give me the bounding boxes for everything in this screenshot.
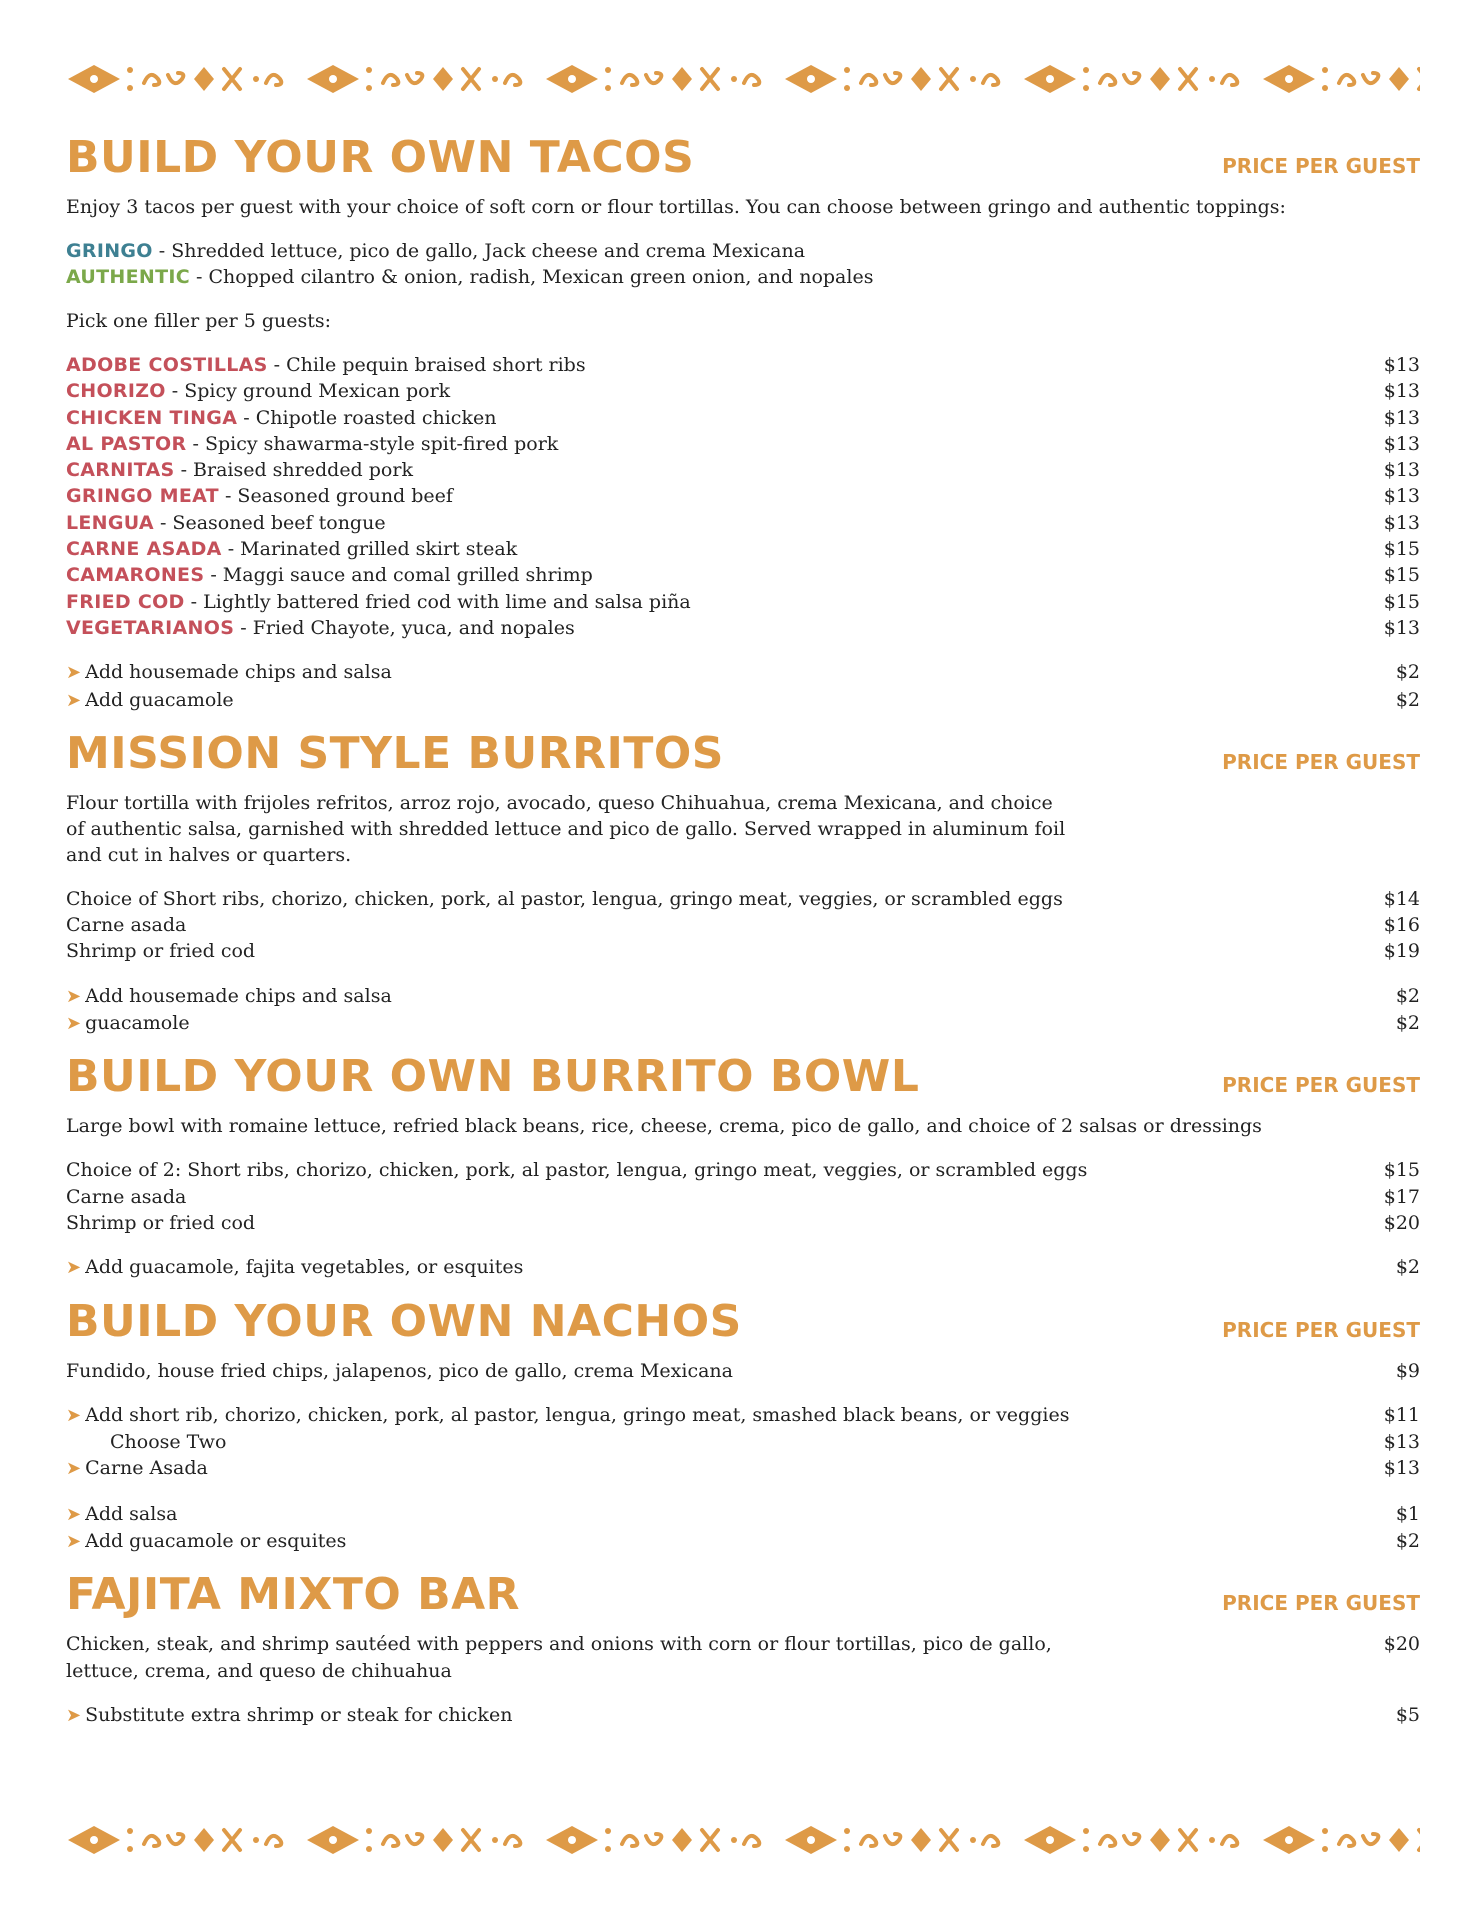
dot-motif bbox=[844, 1846, 850, 1852]
topping-text: - Shredded lettuce, pico de gallo, Jack cheese and crema Mexicana bbox=[152, 240, 806, 262]
dot-motif bbox=[1322, 67, 1328, 73]
cross-motif bbox=[1419, 69, 1420, 89]
menu-item bbox=[66, 562, 1420, 588]
cross-motif bbox=[463, 69, 479, 89]
section-intro bbox=[66, 790, 1420, 868]
option-row bbox=[66, 1184, 1420, 1210]
swirl-motif bbox=[622, 75, 637, 85]
section-fajita bbox=[66, 1569, 1420, 1729]
option-row bbox=[66, 1455, 1420, 1482]
dot-motif bbox=[1322, 1846, 1328, 1852]
small-diamond-motif bbox=[1150, 1828, 1170, 1852]
addon-text: Substitute extra shrimp or steak for chicken bbox=[85, 1703, 513, 1726]
dot-motif bbox=[605, 1828, 611, 1834]
item-desc: - Seasoned beef tongue bbox=[153, 511, 386, 534]
item-price: $13 bbox=[1383, 511, 1420, 534]
option-row bbox=[66, 886, 1420, 912]
small-diamond-motif bbox=[672, 67, 692, 91]
decorative-border-bottom bbox=[64, 1822, 1420, 1858]
menu-item bbox=[66, 378, 1420, 404]
dot-motif bbox=[253, 76, 259, 82]
arrow-icon: ➤ bbox=[66, 985, 82, 1007]
addon-price: $2 bbox=[1395, 1530, 1420, 1553]
section-title: BUILD YOUR OWN TACOS bbox=[66, 132, 695, 183]
option-price: $11 bbox=[1383, 1403, 1420, 1426]
option-price: $13 bbox=[1383, 1457, 1420, 1480]
addon-row bbox=[66, 1254, 1420, 1281]
swirl-motif bbox=[1100, 1836, 1115, 1846]
menu-content bbox=[66, 132, 1420, 1729]
option-row bbox=[66, 1429, 1420, 1455]
item-name: CARNE ASADA bbox=[66, 538, 222, 561]
dot-motif bbox=[970, 76, 976, 82]
swirl-motif bbox=[646, 73, 661, 83]
burrito-options bbox=[66, 886, 1420, 965]
swirl-motif bbox=[1339, 1836, 1354, 1846]
toppings-list bbox=[66, 238, 1420, 290]
item-price: $13 bbox=[1383, 459, 1420, 482]
option-row bbox=[66, 938, 1420, 964]
topping-authentic bbox=[66, 264, 1420, 290]
bowl-options bbox=[66, 1157, 1420, 1236]
arrow-icon: ➤ bbox=[66, 1503, 82, 1525]
swirl-motif bbox=[1124, 73, 1139, 83]
menu-item bbox=[66, 510, 1420, 536]
item-name: VEGETARIANOS bbox=[66, 616, 235, 639]
swirl-motif bbox=[1363, 1834, 1378, 1844]
swirl-motif bbox=[983, 1836, 998, 1846]
cross-motif bbox=[224, 1830, 240, 1850]
price-per-guest-label: PRICE PER GUEST bbox=[1222, 154, 1420, 178]
addon-price: $5 bbox=[1395, 1703, 1420, 1726]
swirl-motif bbox=[407, 73, 422, 83]
price-per-guest-label: PRICE PER GUEST bbox=[1222, 1073, 1420, 1098]
dot-motif bbox=[1322, 85, 1328, 91]
diamond-dot bbox=[1285, 1836, 1293, 1844]
option-row bbox=[66, 1157, 1420, 1183]
addon-text: Add housemade chips and salsa bbox=[85, 984, 392, 1007]
fajita-addons bbox=[66, 1702, 1420, 1729]
section-title: MISSION STYLE BURRITOS bbox=[66, 727, 724, 779]
intro-line: Flour tortilla with frijoles refritos, arroz rojo, avocado, queso Chihuahua, crema Mexicana, and choice bbox=[66, 791, 1053, 814]
menu-item bbox=[66, 536, 1420, 562]
addon-text: Add salsa bbox=[85, 1502, 178, 1525]
swirl-motif bbox=[1222, 1836, 1237, 1846]
option-text: Carne asada bbox=[66, 914, 187, 937]
dot-motif bbox=[366, 1846, 372, 1852]
section-burritos bbox=[66, 728, 1420, 1037]
addon-row bbox=[66, 1528, 1420, 1555]
addon-price: $2 bbox=[1395, 661, 1420, 684]
nachos-options bbox=[66, 1402, 1420, 1483]
arrow-icon: ➤ bbox=[66, 1257, 82, 1279]
filler-note: Pick one filler per 5 guests: bbox=[66, 310, 332, 332]
dot-motif bbox=[605, 85, 611, 91]
swirl-motif bbox=[622, 1836, 637, 1846]
dot-motif bbox=[127, 1828, 133, 1834]
dot-motif bbox=[731, 1837, 737, 1843]
item-desc: - Fried Chayote, yuca, and nopales bbox=[234, 616, 575, 639]
fajita-desc-line: Chicken, steak, and shrimp sautéed with peppers and onions with corn or flour tortillas, pico de gallo, bbox=[66, 1633, 1052, 1656]
cross-motif bbox=[941, 69, 957, 89]
addon-row bbox=[66, 983, 1420, 1010]
fajita-desc-row bbox=[66, 1631, 1420, 1657]
addon-row bbox=[66, 687, 1420, 714]
swirl-motif bbox=[407, 1834, 422, 1844]
price-per-guest-label: PRICE PER GUEST bbox=[1222, 1317, 1420, 1342]
dot-motif bbox=[127, 85, 133, 91]
item-name: CAMARONES bbox=[66, 564, 205, 587]
item-price: $15 bbox=[1383, 538, 1420, 561]
menu-item bbox=[66, 615, 1420, 641]
option-price: $15 bbox=[1383, 1159, 1420, 1182]
small-diamond-motif bbox=[194, 67, 214, 91]
option-price: $20 bbox=[1383, 1211, 1420, 1234]
diamond-dot bbox=[329, 75, 337, 83]
menu-item bbox=[66, 457, 1420, 483]
dot-motif bbox=[253, 1837, 259, 1843]
item-name: CHORIZO bbox=[66, 380, 166, 403]
dot-motif bbox=[1083, 1846, 1089, 1852]
swirl-motif bbox=[383, 75, 398, 85]
diamond-dot bbox=[568, 1836, 576, 1844]
section-intro: Large bowl with romaine lettuce, refried black beans, rice, cheese, crema, pico de gallo, and choice of 2 salsas or dressings bbox=[66, 1115, 1262, 1138]
addon-row bbox=[66, 1702, 1420, 1729]
topping-label: GRINGO bbox=[66, 240, 153, 262]
topping-label: AUTHENTIC bbox=[66, 266, 190, 288]
addon-price: $2 bbox=[1395, 1012, 1420, 1035]
item-name: LENGUA bbox=[66, 511, 154, 534]
item-desc: - Lightly battered fried cod with lime and salsa piña bbox=[184, 590, 691, 613]
item-price: $13 bbox=[1383, 616, 1420, 639]
addon-text: Add guacamole or esquites bbox=[85, 1530, 347, 1553]
addon-text: Add housemade chips and salsa bbox=[85, 661, 392, 684]
dot-motif bbox=[844, 1828, 850, 1834]
item-price: $15 bbox=[1383, 564, 1420, 587]
intro-line: of authentic salsa, garnished with shredded lettuce and pico de gallo. Served wrapped in aluminum foil bbox=[66, 817, 1066, 840]
addon-price: $1 bbox=[1395, 1502, 1420, 1525]
small-diamond-motif bbox=[433, 1828, 453, 1852]
section-title: FAJITA MIXTO BAR bbox=[66, 1569, 521, 1621]
arrow-icon: ➤ bbox=[66, 1531, 82, 1553]
dot-motif bbox=[844, 67, 850, 73]
option-row bbox=[66, 912, 1420, 938]
taco-items-list bbox=[66, 352, 1420, 641]
price-per-guest-label: PRICE PER GUEST bbox=[1222, 1591, 1420, 1616]
dot-motif bbox=[366, 85, 372, 91]
option-text: Shrimp or fried cod bbox=[66, 940, 256, 963]
addon-text: guacamole bbox=[85, 1012, 190, 1035]
arrow-icon: ➤ bbox=[66, 1704, 82, 1726]
addon-row bbox=[66, 659, 1420, 686]
item-price: $13 bbox=[1383, 406, 1420, 429]
nachos-addons bbox=[66, 1501, 1420, 1556]
item-desc: - Chipotle roasted chicken bbox=[237, 406, 497, 429]
arrow-icon: ➤ bbox=[66, 662, 82, 684]
menu-item bbox=[66, 431, 1420, 457]
option-text: Carne asada bbox=[66, 1185, 187, 1208]
small-diamond-motif bbox=[194, 1828, 214, 1852]
cross-motif bbox=[1180, 69, 1196, 89]
item-price: $13 bbox=[1383, 485, 1420, 508]
diamond-dot bbox=[568, 75, 576, 83]
swirl-motif bbox=[266, 75, 281, 85]
addon-price: $2 bbox=[1395, 1256, 1420, 1279]
menu-item bbox=[66, 589, 1420, 615]
diamond-dot bbox=[1285, 75, 1293, 83]
option-price: $14 bbox=[1383, 887, 1420, 910]
swirl-motif bbox=[646, 1834, 661, 1844]
dot-motif bbox=[366, 1828, 372, 1834]
swirl-motif bbox=[505, 75, 520, 85]
topping-text: - Chopped cilantro & onion, radish, Mexican green onion, and nopales bbox=[189, 266, 874, 288]
option-text: Shrimp or fried cod bbox=[66, 1211, 256, 1234]
option-text: Add short rib, chorizo, chicken, pork, al pastor, lengua, gringo meat, smashed black beans, or veggies bbox=[85, 1403, 1070, 1426]
option-row bbox=[66, 1402, 1420, 1429]
swirl-motif bbox=[885, 73, 900, 83]
dot-motif bbox=[1083, 85, 1089, 91]
diamond-dot bbox=[807, 75, 815, 83]
dot-motif bbox=[1209, 76, 1215, 82]
price-per-guest-label: PRICE PER GUEST bbox=[1222, 749, 1420, 774]
fajita-price: $20 bbox=[1383, 1633, 1420, 1656]
dot-motif bbox=[1083, 67, 1089, 73]
decorative-border-top bbox=[64, 61, 1420, 97]
option-text: Choice of Short ribs, chorizo, chicken, pork, al pastor, lengua, gringo meat, veggies, or scrambled eggs bbox=[66, 887, 1063, 910]
dot-motif bbox=[127, 67, 133, 73]
swirl-motif bbox=[1124, 1834, 1139, 1844]
cross-motif bbox=[702, 69, 718, 89]
swirl-motif bbox=[744, 75, 759, 85]
section-nachos bbox=[66, 1296, 1420, 1556]
section-tacos bbox=[66, 132, 1420, 714]
item-desc: - Braised shredded pork bbox=[174, 459, 413, 482]
item-price: $13 bbox=[1383, 380, 1420, 403]
cross-motif bbox=[941, 1830, 957, 1850]
diamond-dot bbox=[807, 1836, 815, 1844]
small-diamond-motif bbox=[433, 67, 453, 91]
item-price: $13 bbox=[1383, 432, 1420, 455]
option-text: Choose Two bbox=[110, 1431, 227, 1454]
diamond-dot bbox=[90, 75, 98, 83]
burrito-addons bbox=[66, 983, 1420, 1038]
swirl-motif bbox=[861, 1836, 876, 1846]
small-diamond-motif bbox=[911, 1828, 931, 1852]
dot-motif bbox=[127, 1846, 133, 1852]
diamond-dot bbox=[1046, 75, 1054, 83]
intro-line: and cut in halves or quarters. bbox=[66, 843, 352, 866]
option-row bbox=[66, 1210, 1420, 1236]
swirl-motif bbox=[144, 75, 159, 85]
swirl-motif bbox=[885, 1834, 900, 1844]
dot-motif bbox=[366, 67, 372, 73]
dot-motif bbox=[844, 85, 850, 91]
item-desc: - Chile pequin braised short ribs bbox=[267, 354, 586, 376]
item-price: $15 bbox=[1383, 590, 1420, 613]
section-title: BUILD YOUR OWN NACHOS bbox=[66, 1295, 742, 1347]
addon-price: $2 bbox=[1395, 984, 1420, 1007]
small-diamond-motif bbox=[672, 1828, 692, 1852]
swirl-motif bbox=[744, 1836, 759, 1846]
arrow-icon: ➤ bbox=[66, 1404, 82, 1426]
base-price: $9 bbox=[1395, 1359, 1420, 1382]
arrow-icon: ➤ bbox=[66, 1458, 82, 1480]
item-name: FRIED COD bbox=[66, 590, 185, 613]
small-diamond-motif bbox=[1389, 67, 1409, 91]
item-name: CARNITAS bbox=[66, 459, 175, 482]
cross-motif bbox=[1419, 1830, 1420, 1850]
swirl-motif bbox=[266, 1836, 281, 1846]
swirl-motif bbox=[1339, 75, 1354, 85]
addon-text: Add guacamole bbox=[85, 688, 234, 711]
dot-motif bbox=[1083, 1828, 1089, 1834]
swirl-motif bbox=[861, 75, 876, 85]
item-name: ADOBE COSTILLAS bbox=[66, 354, 268, 376]
menu-item bbox=[66, 352, 1420, 378]
taco-addons bbox=[66, 659, 1420, 714]
dot-motif bbox=[970, 1837, 976, 1843]
swirl-motif bbox=[144, 1836, 159, 1846]
swirl-motif bbox=[1100, 75, 1115, 85]
addon-row bbox=[66, 1501, 1420, 1528]
swirl-motif bbox=[1363, 73, 1378, 83]
dot-motif bbox=[1209, 1837, 1215, 1843]
swirl-motif bbox=[168, 1834, 183, 1844]
item-desc: - Maggi sauce and comal grilled shrimp bbox=[204, 564, 593, 587]
small-diamond-motif bbox=[911, 67, 931, 91]
diamond-dot bbox=[1046, 1836, 1054, 1844]
addon-row bbox=[66, 1010, 1420, 1037]
item-desc: - Seasoned ground beef bbox=[218, 485, 453, 508]
swirl-motif bbox=[983, 75, 998, 85]
section-intro: Enjoy 3 tacos per guest with your choice of soft corn or flour tortillas. You can choose between gringo and authentic toppings: bbox=[66, 196, 1286, 218]
addon-text: Add guacamole, fajita vegetables, or esquites bbox=[85, 1256, 524, 1279]
item-desc: - Marinated grilled skirt steak bbox=[221, 538, 518, 561]
nachos-base-row bbox=[66, 1358, 1420, 1384]
cross-motif bbox=[702, 1830, 718, 1850]
swirl-motif bbox=[505, 1836, 520, 1846]
menu-item bbox=[66, 483, 1420, 509]
section-burrito-bowl bbox=[66, 1051, 1420, 1281]
diamond-dot bbox=[329, 1836, 337, 1844]
arrow-icon: ➤ bbox=[66, 1013, 82, 1035]
item-price: $13 bbox=[1383, 354, 1420, 376]
addon-price: $2 bbox=[1395, 688, 1420, 711]
dot-motif bbox=[492, 76, 498, 82]
cross-motif bbox=[463, 1830, 479, 1850]
arrow-icon: ➤ bbox=[66, 689, 82, 711]
section-title: BUILD YOUR OWN BURRITO BOWL bbox=[66, 1051, 920, 1103]
item-desc: - Spicy shawarma-style spit-fired pork bbox=[186, 432, 559, 455]
cross-motif bbox=[224, 69, 240, 89]
fajita-desc-line: lettuce, crema, and queso de chihuahua bbox=[66, 1659, 452, 1682]
option-text: Carne Asada bbox=[85, 1457, 208, 1480]
dot-motif bbox=[605, 67, 611, 73]
dot-motif bbox=[1322, 1828, 1328, 1834]
item-name: CHICKEN TINGA bbox=[66, 406, 238, 429]
small-diamond-motif bbox=[1150, 67, 1170, 91]
dot-motif bbox=[731, 76, 737, 82]
small-diamond-motif bbox=[1389, 1828, 1409, 1852]
option-text: Choice of 2: Short ribs, chorizo, chicken, pork, al pastor, lengua, gringo meat, veggies, or scrambled eggs bbox=[66, 1159, 1088, 1182]
item-name: GRINGO MEAT bbox=[66, 485, 219, 508]
bowl-addons bbox=[66, 1254, 1420, 1281]
dot-motif bbox=[605, 1846, 611, 1852]
swirl-motif bbox=[383, 1836, 398, 1846]
dot-motif bbox=[492, 1837, 498, 1843]
item-name: AL PASTOR bbox=[66, 432, 187, 455]
item-desc: - Spicy ground Mexican pork bbox=[165, 380, 451, 403]
option-price: $17 bbox=[1383, 1185, 1420, 1208]
option-price: $16 bbox=[1383, 914, 1420, 937]
swirl-motif bbox=[1222, 75, 1237, 85]
menu-item bbox=[66, 405, 1420, 431]
base-text: Fundido, house fried chips, jalapenos, pico de gallo, crema Mexicana bbox=[66, 1359, 733, 1382]
topping-gringo bbox=[66, 238, 1420, 264]
diamond-dot bbox=[90, 1836, 98, 1844]
option-price: $19 bbox=[1383, 940, 1420, 963]
option-price: $13 bbox=[1383, 1431, 1420, 1454]
swirl-motif bbox=[168, 73, 183, 83]
cross-motif bbox=[1180, 1830, 1196, 1850]
